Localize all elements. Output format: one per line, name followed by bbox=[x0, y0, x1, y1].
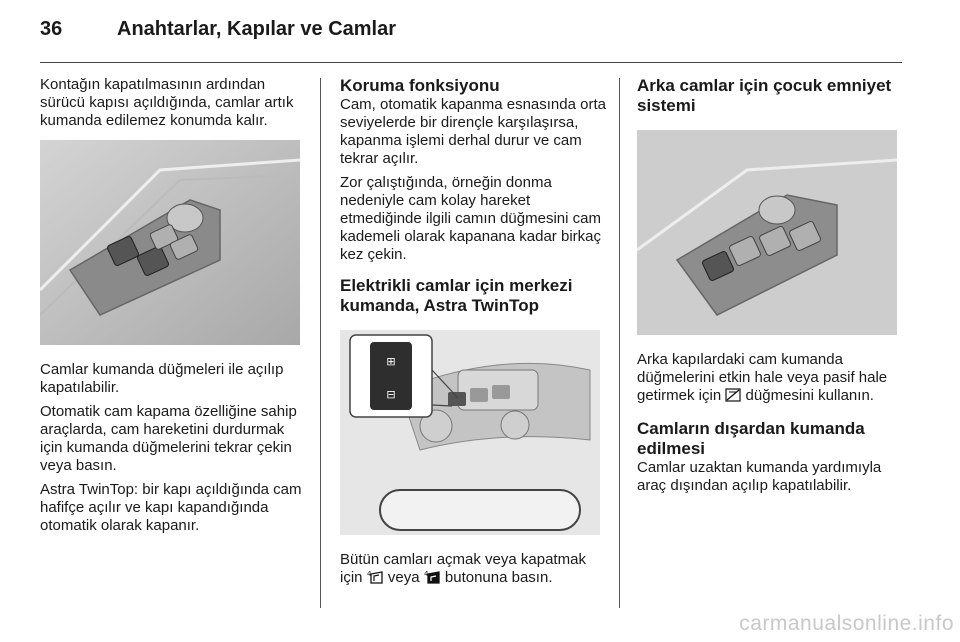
page-title: Anahtarlar, Kapılar ve Camlar bbox=[117, 18, 397, 40]
svg-text:⊟: ⊟ bbox=[386, 388, 396, 401]
paragraph: Kontağın kapatılmasının ardından sürücü kapısı açıldığında, camlar artık kumanda edilemez konumda kalır. bbox=[40, 76, 294, 129]
header-rule bbox=[40, 62, 902, 63]
paragraph: Camlar kumanda düğmeleri ile açılıp kapatılabilir. bbox=[40, 361, 284, 396]
text-span: veya bbox=[387, 569, 420, 586]
text-span: düğmesini kullanın. bbox=[745, 387, 874, 404]
paragraph: Camlar uzaktan kumanda yardımıyla araç dışından açılıp kapatılabilir. bbox=[637, 459, 882, 494]
text-span: Arka kapılardaki cam kumanda düğmelerini etkin hale veya pasif hale getirmek için bbox=[637, 351, 888, 404]
paragraph: Astra TwinTop: bir kapı açıldığında cam hafifçe açılır ve kapı kapandığında otomatik olarak kapanır. bbox=[40, 481, 302, 534]
section-heading: Koruma fonksiyonu bbox=[340, 76, 500, 95]
section-heading: Camların dışardan kumanda edilmesi bbox=[637, 419, 865, 458]
child-lock-figure bbox=[637, 130, 897, 335]
svg-text:⊞: ⊞ bbox=[386, 355, 396, 368]
column-3 bbox=[637, 76, 903, 501]
page-number: 36 bbox=[40, 18, 63, 40]
paragraph: Cam, otomatik kapanma esnasında orta seviyelerde bir dirençle karşılaşırsa, kapanma işlemi derhal durur ve cam tekrar açılır. bbox=[340, 96, 606, 167]
column-divider bbox=[320, 78, 321, 608]
paragraph: Zor çalıştığında, örneğin donma nedeniyle cam kolay hareket etmediğinde ilgili camın düğmesini cam kademeli olarak kapanana kadar birkaç kez çekin. bbox=[340, 174, 601, 263]
section-heading: Elektrikli camlar için merkezi kumanda, Astra TwinTop bbox=[340, 276, 573, 315]
paragraph bbox=[637, 351, 903, 407]
text-span: butonuna basın. bbox=[444, 569, 553, 586]
column-2 bbox=[340, 76, 606, 595]
window-open-icon bbox=[367, 569, 384, 589]
text-span: Bütün camları açmak veya kapatmak için bbox=[340, 551, 586, 586]
window-close-icon bbox=[424, 569, 441, 589]
overhead-console-figure bbox=[340, 330, 600, 535]
watermark: carmanualsonline.info bbox=[739, 612, 954, 635]
door-window-switch-figure bbox=[40, 140, 300, 345]
section-heading: Arka camlar için çocuk emniyet sistemi bbox=[637, 76, 892, 115]
paragraph bbox=[340, 551, 606, 589]
svg-text:4: 4 bbox=[423, 570, 429, 578]
column-divider bbox=[619, 78, 620, 608]
svg-text:4: 4 bbox=[366, 570, 372, 578]
paragraph: Otomatik cam kapama özelliğine sahip araçlarda, cam hareketini durdurmak için kumanda düğmelerini tekrar çekin veya basın. bbox=[40, 403, 297, 474]
child-lock-icon bbox=[725, 388, 741, 407]
column-1 bbox=[40, 76, 308, 541]
